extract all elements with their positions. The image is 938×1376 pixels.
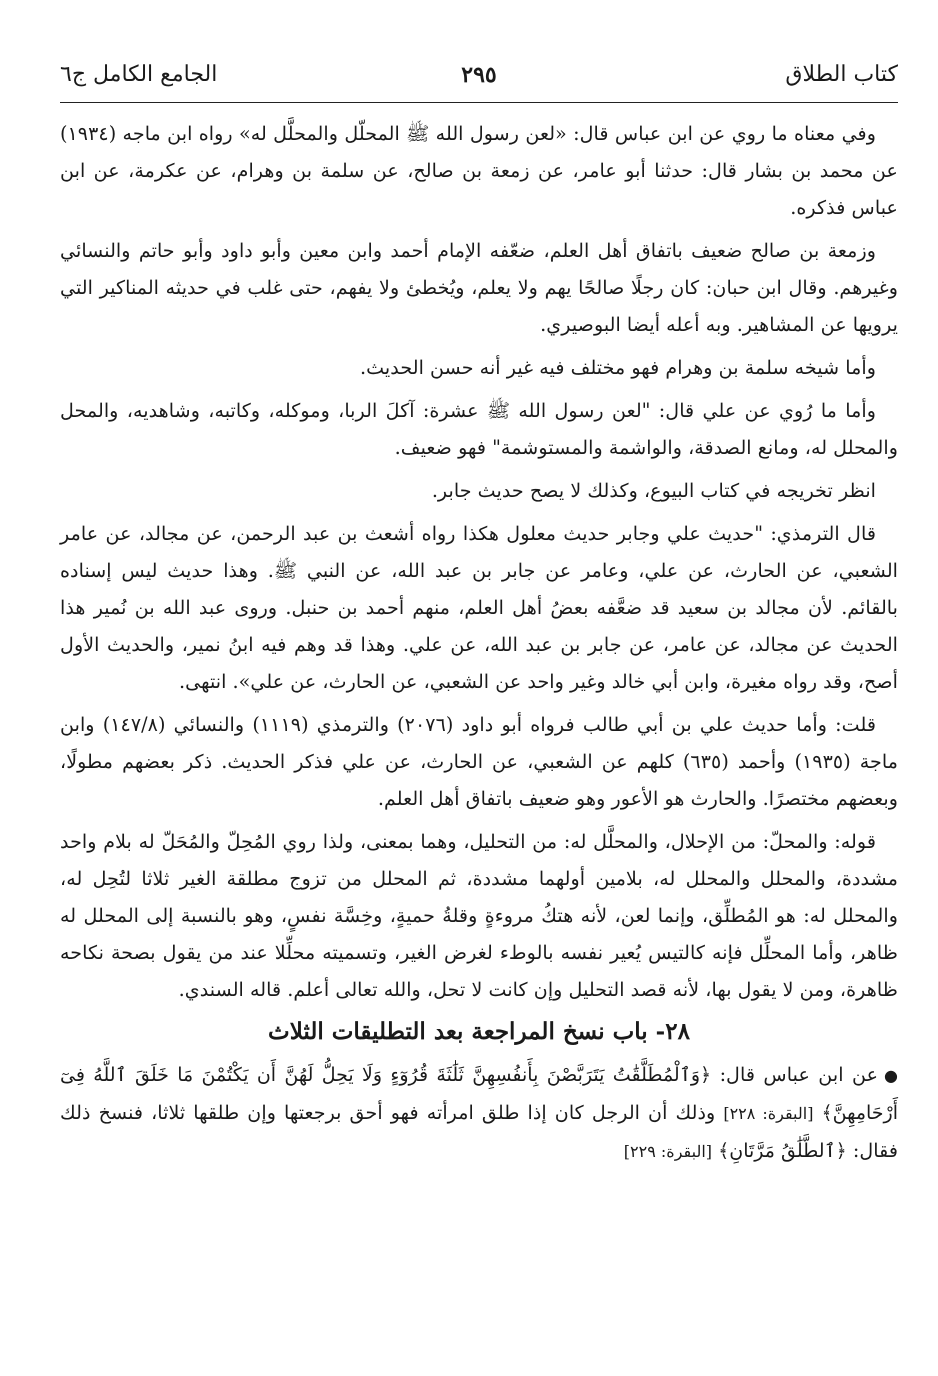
paragraph: وأما شيخه سلمة بن وهرام فهو مختلف فيه غير أنه حسن الحديث. [359, 356, 876, 379]
chapter-title: كتاب الطلاق [785, 62, 898, 87]
page-header [60, 58, 898, 103]
quran-verse: ﴿ٱلطَّلَٰقُ مَرَّتَانِ﴾ [718, 1140, 847, 1162]
book-page [60, 58, 898, 1348]
hadith-middle: وذلك أن الرجل كان إذا طلق امرأته فهو أحق برجعتها وإن طلقها ثلاثا، فنسخ ذلك فقال: [60, 1101, 898, 1162]
paragraph: وفي معناه ما روي عن ابن عباس قال: «لعن رسول الله ﷺ المحلّل والمحلَّل له» رواه ابن ماجه (١٩٣٤) عن محمد بن بشار قال: حدثنا أبو عامر، عن زمعة بن صالح، عن سلمة بن وهرام، عن عكرمة، عن ابن عباس فذكره. [60, 122, 898, 219]
paragraph: وزمعة بن صالح ضعيف باتفاق أهل العلم، ضعّفه الإمام أحمد وابن معين وأبو داود وأبو حاتم والنسائي وغيرهم. وقال ابن حبان: كان رجلًا صالحًا يهم ولا يعلم، ويُخطئ ولا يفهم، حتى غلب في حديثه المناكير التي يرويها عن المشاهير. وبه أعله أيضا البوصيري. [60, 239, 898, 336]
verse-reference: [البقرة: ٢٢٨] [723, 1104, 814, 1123]
section-heading: ٢٨- باب نسخ المراجعة بعد التطليقات الثلاث [268, 1018, 690, 1045]
paragraph: قوله: والمحلّ: من الإحلال، والمحلَّل له: من التحليل، وهما بمعنى، ولذا روي المُحِلّ والمُحَلّ له بلام واحد مشددة، والمحلل والمحلل له، بلامين أولهما مشددة، ثم المحلل من تزوج مطلقة الغير ثلاثا لتُحِل له، والمحلل له: هو المُطلِّق، وإنما لعن، لأنه هتكُ مروءةٍ وقلةُ حميةٍ، وخِسَّة نفسٍ، وهو بالنسبة إلى المحلل له ظاهر، وأما المحلِّل فإنه كالتيس يُعير نفسه بالوطء لغرض الغير، وتسميته محلِّلا عند من يقول بصحة نكاحه ظاهرة، ومن لا يقول بها، لأنه قصد التحليل وإن كانت لا تحل، والله تعالى أعلم. قاله السندي. [60, 830, 898, 1001]
hadith-text [60, 1056, 898, 1170]
book-title: الجامع الكامل ج٦ [60, 62, 218, 87]
verse-reference: [البقرة: ٢٢٩] [623, 1142, 712, 1161]
bullet-icon: ● [884, 1066, 898, 1085]
hadith-intro: عن ابن عباس قال: [719, 1063, 879, 1086]
page-number: ٢٩٥ [461, 62, 497, 88]
page-body [60, 115, 898, 1170]
quran-verse: ﴿وَٱلْمُطَلَّقَٰتُ يَتَرَبَّصْنَ بِأَنفُسِهِنَّ ثَلَٰثَةَ قُرُوٓءٍ وَلَا يَحِلُّ لَهُنَّ أَن يَكْتُمْنَ مَا خَلَقَ ٱللَّهُ فِىٓ أَرْحَامِهِنَّ﴾ [60, 1064, 898, 1124]
paragraph: قلت: وأما حديث علي بن أبي طالب فرواه أبو داود (٢٠٧٦) والترمذي (١١١٩) والنسائي (١٤٧/٨) وابن ماجة (١٩٣٥) وأحمد (٦٣٥) كلهم عن الشعبي، عن الحارث، عن علي فذكر الحديث. ذكر بعضهم مطولًا، وبعضهم مختصرًا. والحارث هو الأعور وهو ضعيف باتفاق أهل العلم. [60, 713, 898, 810]
paragraph: وأما ما رُوي عن علي قال: "لعن رسول الله ﷺ عشرة: آكلَ الربا، وموكله، وكاتبه، وشاهديه، والمحل والمحلل له، ومانع الصدقة، والواشمة والمستوشمة" فهو ضعيف. [60, 399, 898, 459]
paragraph: قال الترمذي: "حديث علي وجابر حديث معلول هكذا رواه أشعث بن عبد الرحمن، عن مجالد، عن عامر الشعبي، عن الحارث، عن علي، وعامر عن جابر بن عبد الله، عن النبي ﷺ. وهذا حديث ليس إسناده بالقائم. لأن مجالد بن سعيد قد ضعَّفه بعضُ أهل العلم، منهم أحمد بن حنبل. وروى عبد الله بن نُمير هذا الحديث عن مجالد، عن عامر، عن جابر بن عبد الله، عن علي. وهذا قد وهم فيه ابنُ نمير، والحديث الأول أصح، وقد رواه مغيرة، وابن أبي خالد وغير واحد عن الشعبي، عن الحارث، عن علي». انتهى. [60, 522, 898, 693]
paragraph: انظر تخريجه في كتاب البيوع، وكذلك لا يصح حديث جابر. [431, 479, 876, 502]
